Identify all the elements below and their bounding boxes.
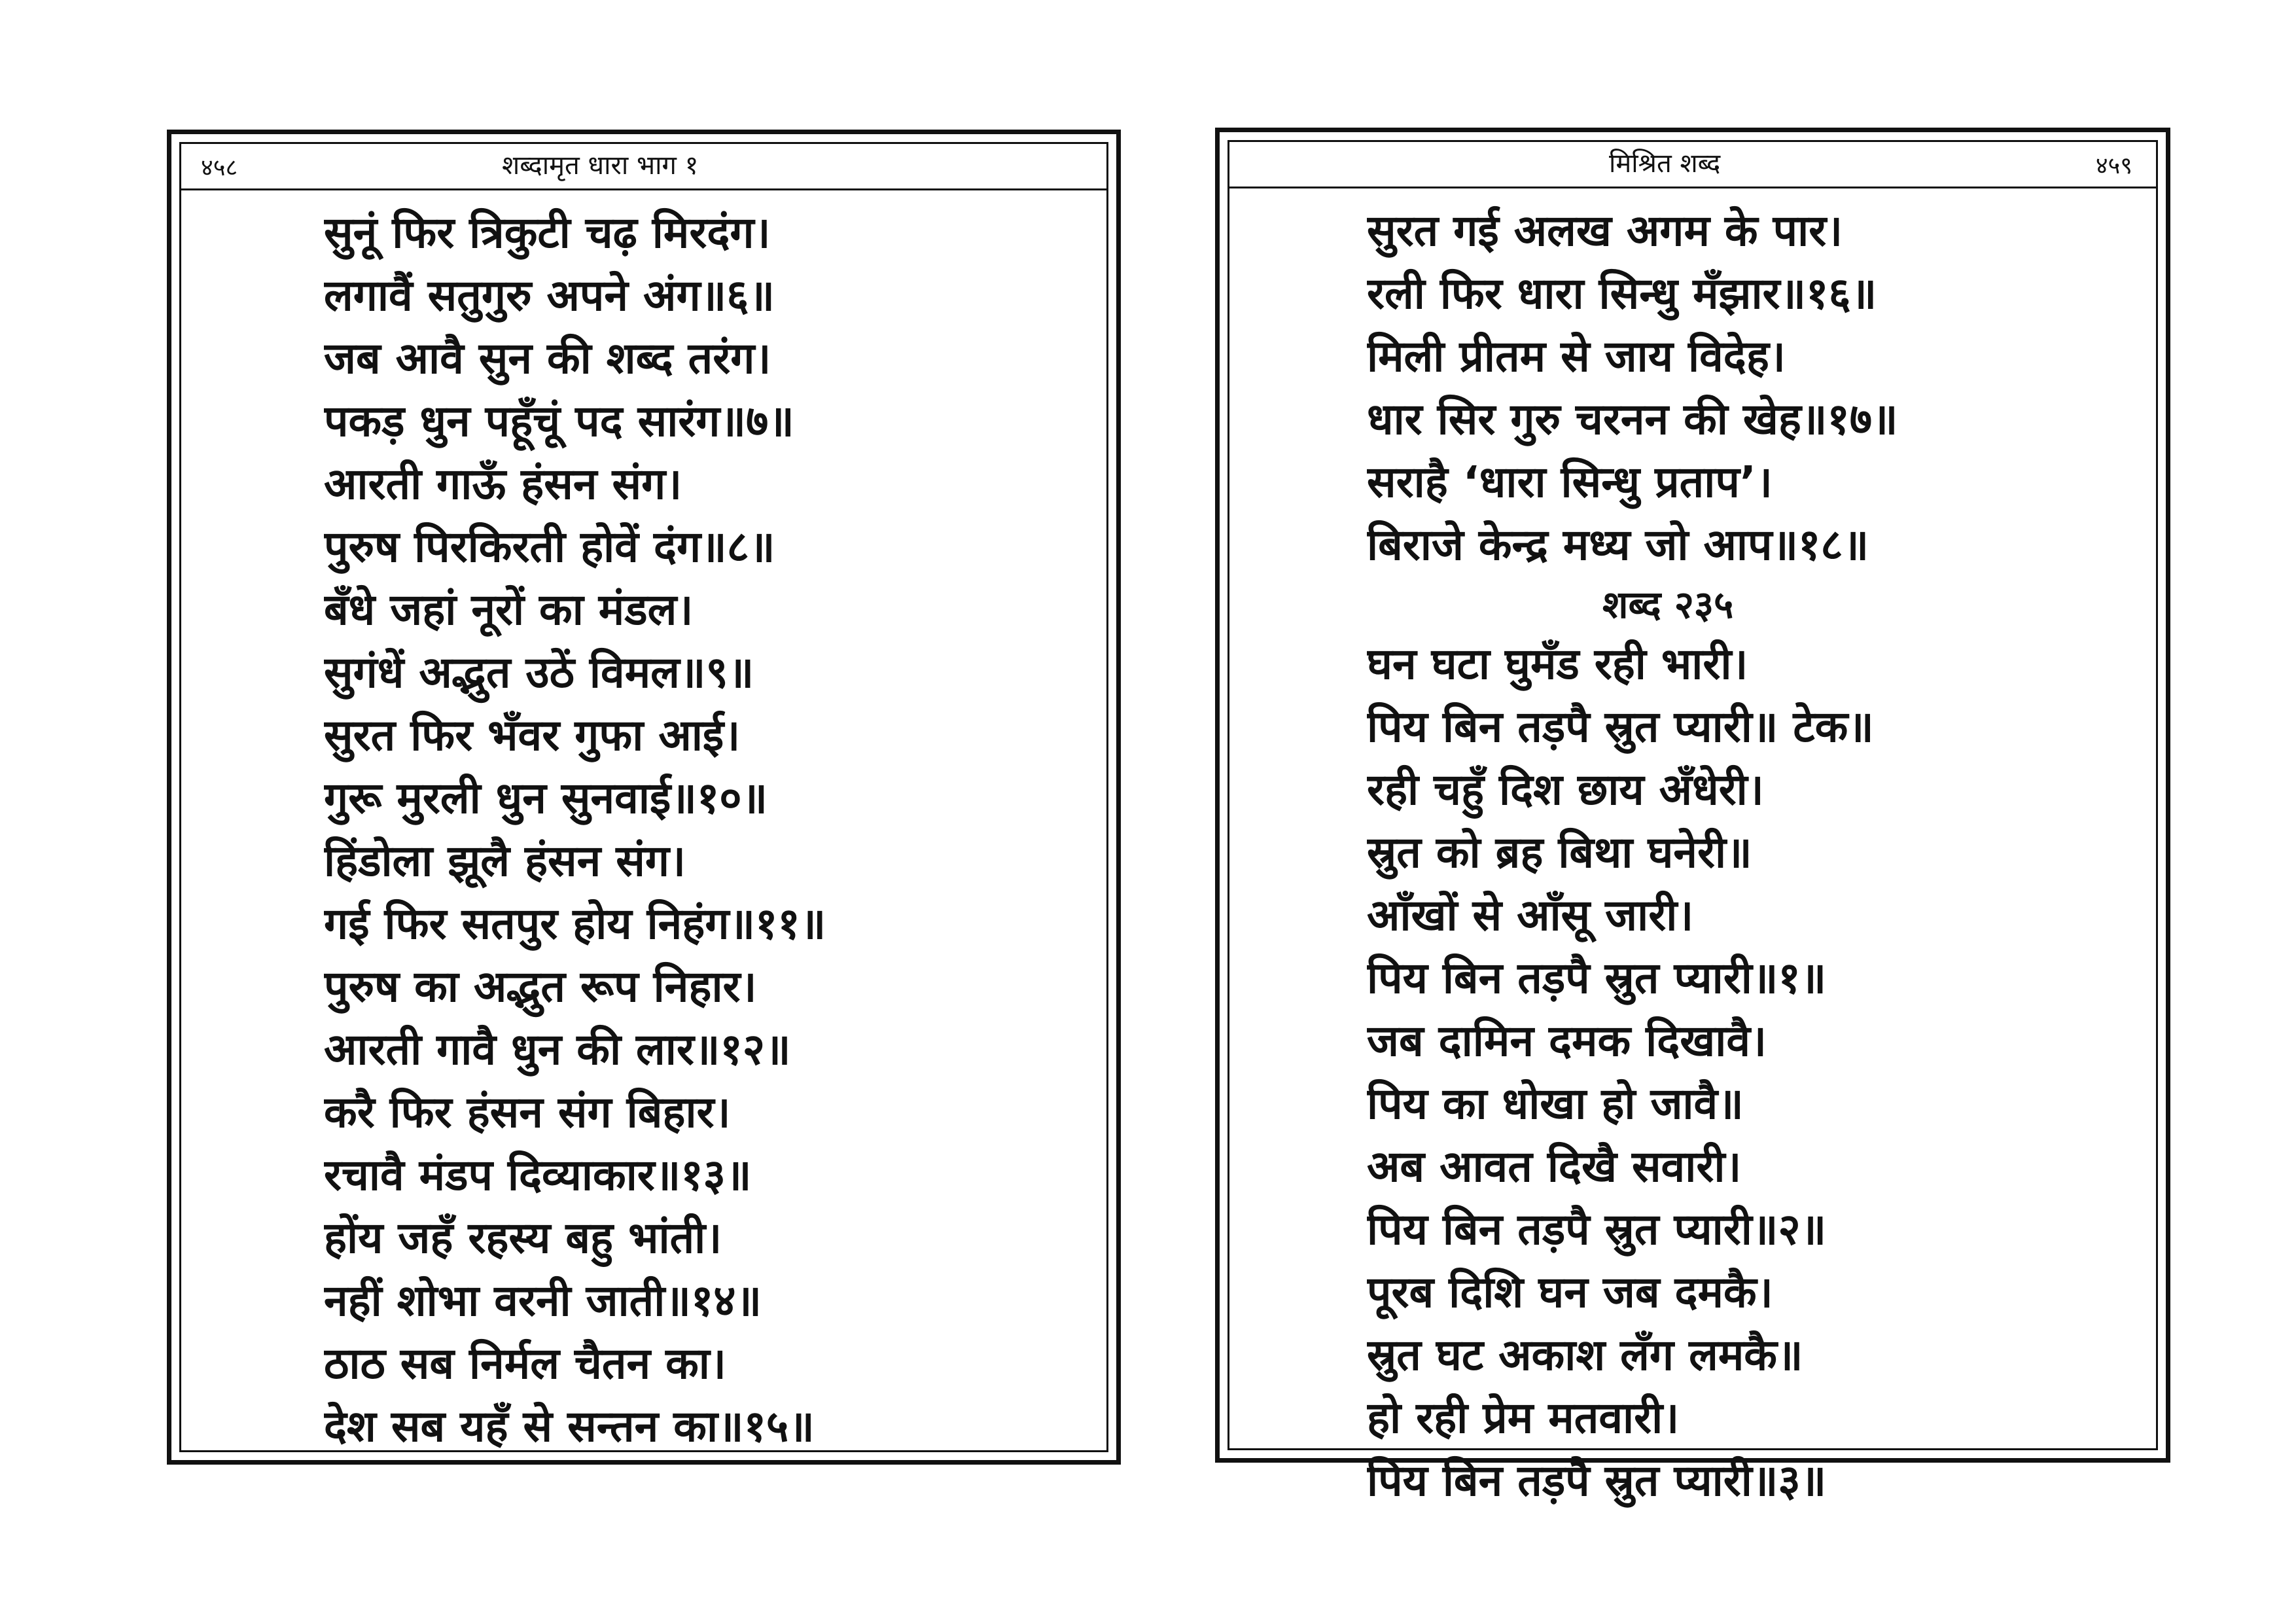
verse-line: पिय का धोखा हो जावै॥ xyxy=(1367,1079,1744,1129)
verse-line: स्रुत को ब्रह बिथा घनेरी॥ xyxy=(1367,827,1752,878)
verse-line: होंय जहँ रहस्य बहु भांती। xyxy=(324,1213,722,1263)
verse-line: लगावैं सतुगुरु अपने अंग॥६॥ xyxy=(324,270,775,321)
verse-line: पिय बिन तड़पै स्रुत प्यारी॥३॥ xyxy=(1367,1455,1827,1506)
verse-line: रही चहुँ दिश छाय अँधेरी। xyxy=(1367,764,1764,815)
section-heading: शब्द २३५ xyxy=(1602,582,1734,627)
left-page-title: शब्दामृत धारा भाग १ xyxy=(502,151,699,181)
verse-line: सराहै ‘धारा सिन्धु प्रताप’। xyxy=(1367,457,1773,507)
right-page-header xyxy=(1229,142,2156,188)
verse-line: अब आवत दिखै सवारी। xyxy=(1367,1141,1742,1192)
right-page-number: ४५९ xyxy=(2095,152,2132,179)
verse-line: गई फिर सतपुर होय निहंग॥११॥ xyxy=(324,899,826,949)
verse-line: रली फिर धारा सिन्धु मँझार॥१६॥ xyxy=(1367,268,1877,319)
verse-line: सुनूं फिर त्रिकुटी चढ़ मिरदंग। xyxy=(324,207,771,258)
verse-line: पूरब दिशि घन जब दमकै। xyxy=(1367,1267,1773,1317)
left-page-header xyxy=(181,144,1106,190)
verse-line: सुरत फिर भँवर गुफा आई। xyxy=(324,710,741,760)
verse-line: गुरू मुरली धुन सुनवाई॥१०॥ xyxy=(324,773,768,823)
verse-line: करै फिर हंसन संग बिहार। xyxy=(324,1087,731,1137)
right-verse-list xyxy=(1367,200,2100,1512)
left-page xyxy=(167,130,1121,1465)
verse-line: हिंडोला झूलै हंसन संग। xyxy=(324,836,686,886)
verse-line: पिय बिन तड़पै स्रुत प्यारी॥२॥ xyxy=(1367,1204,1827,1255)
verse-line: नहीं शोभा वरनी जाती॥१४॥ xyxy=(324,1275,762,1326)
verse-line: पुरुष पिरकिरती होवें दंग॥८॥ xyxy=(324,522,775,572)
verse-line: देश सब यहँ से सन्तन का॥१५॥ xyxy=(324,1401,815,1452)
verse-line: घन घटा घुमँड रही भारी। xyxy=(1367,639,1748,689)
verse-line: धार सिर गुरु चरनन की खेह॥१७॥ xyxy=(1367,394,1898,444)
right-page xyxy=(1215,128,2170,1506)
verse-line: जब आवै सुन की शब्द तरंग। xyxy=(324,333,771,383)
verse-line: पकड़ धुन पहूँचूं पद सारंग॥७॥ xyxy=(324,396,794,446)
left-page-frame xyxy=(179,142,1108,1452)
verse-line: पिय बिन तड़पै स्रुत प्यारी॥१॥ xyxy=(1367,953,1827,1003)
verse-line: सुगंधें अद्भुत उठें विमल॥९॥ xyxy=(324,647,754,698)
verse-line: आरती गावै धुन की लार॥१२॥ xyxy=(324,1024,791,1075)
verse-line: रचावै मंडप दिव्याकार॥१३॥ xyxy=(324,1150,752,1200)
verse-line: मिली प्रीतम से जाय विदेह। xyxy=(1367,331,1786,382)
verse-line: पुरुष का अद्भुत रूप निहार। xyxy=(324,961,757,1012)
verse-line: आरती गाऊँ हंसन संग। xyxy=(324,459,682,509)
verse-line: सुरत गई अलख अगम के पार। xyxy=(1367,205,1843,256)
verse-line: आँखों से आँसू जारी। xyxy=(1367,890,1694,940)
verse-line: बिराजे केन्द्र मध्य जो आप॥१८॥ xyxy=(1367,520,1869,570)
verse-line: पिय बिन तड़पै स्रुत प्यारी॥ टेक॥ xyxy=(1367,702,1874,752)
left-verse-list xyxy=(324,202,1044,1458)
verse-line: हो रही प्रेम मतवारी। xyxy=(1367,1393,1680,1443)
right-page-title: मिश्रित शब्द xyxy=(1609,149,1721,179)
verse-line: स्रुत घट अकाश लँग लमकै॥ xyxy=(1367,1330,1803,1380)
verse-line: ठाठ सब निर्मल चैतन का। xyxy=(324,1338,726,1389)
left-page-number: ४५८ xyxy=(201,154,238,181)
verse-line: जब दामिन दमक दिखावै। xyxy=(1367,1016,1767,1066)
verse-line: बँधे जहां नूरों का मंडल। xyxy=(324,584,694,635)
right-page-frame xyxy=(1227,140,2158,1506)
